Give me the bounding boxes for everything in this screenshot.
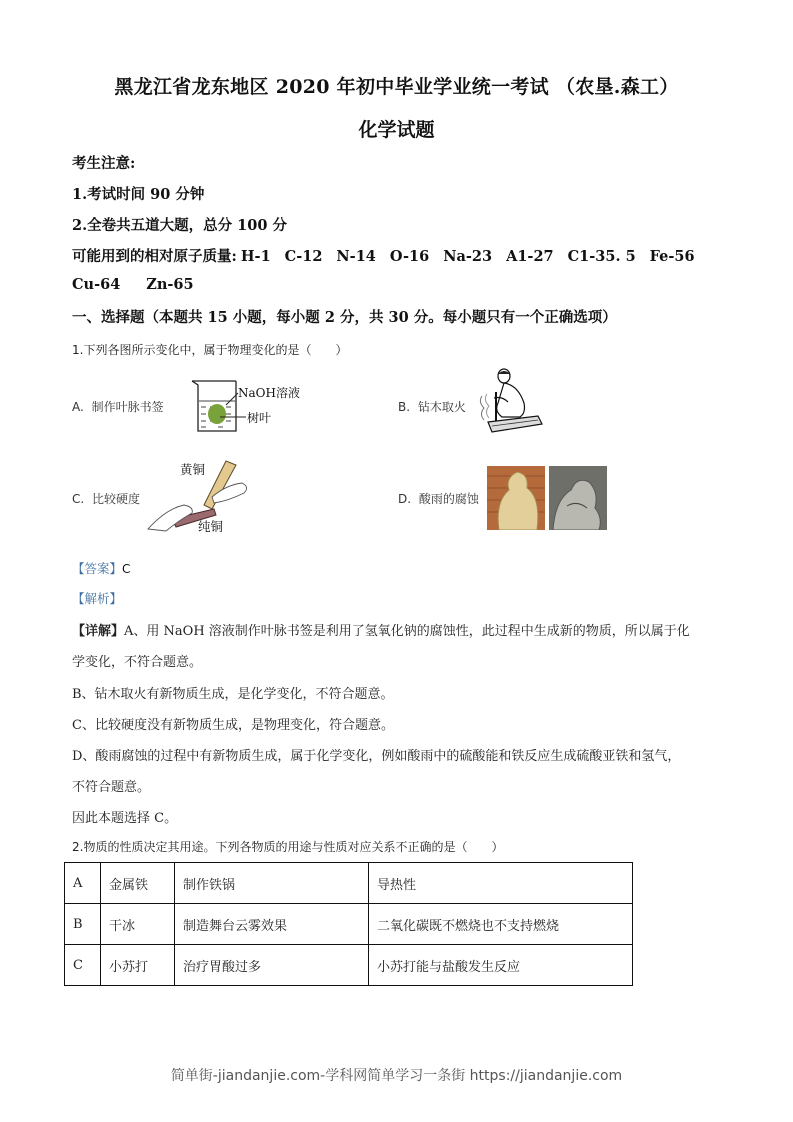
row-use: 制作铁锅 — [175, 863, 369, 904]
option-a — [72, 398, 164, 415]
answer-value: C — [122, 562, 131, 576]
notice-heading: 考生注意: — [72, 155, 136, 172]
svg-text:黄铜: 黄铜 — [180, 462, 206, 477]
row-substance: 金属铁 — [101, 863, 175, 904]
atomic-mass-cu: Cu-64 — [72, 276, 121, 293]
row-use: 制造舞台云雾效果 — [175, 904, 369, 945]
row-property: 二氧化碳既不燃烧也不支持燃烧 — [369, 904, 633, 945]
atomic-mass-zn: Zn-65 — [146, 276, 194, 293]
detail-line-5: D、酸雨腐蚀的过程中有新物质生成，属于化学变化，例如酸雨中的硫酸能和铁反应生成硫酸亚铁和氢气， — [72, 749, 681, 764]
detail-text-1: A、用 NaOH 溶液制作叶脉书签是利用了氢氧化钠的腐蚀性，此过程中生成新的物质，所以属于化 — [124, 624, 690, 639]
row-property: 小苏打能与盐酸发生反应 — [369, 945, 633, 986]
option-a-text: 制作叶脉书签 — [91, 400, 164, 414]
row-substance: 小苏打 — [101, 945, 175, 986]
option-d-text: 酸雨的腐蚀 — [418, 492, 479, 506]
atomic-mass-line-2 — [72, 276, 208, 293]
table-row — [65, 904, 633, 945]
detail-line-2: 学变化，不符合题意。 — [72, 655, 203, 670]
row-property: 导热性 — [369, 863, 633, 904]
atomic-mass-label: 可能用到的相对原子质量: — [72, 248, 237, 265]
hardness-figure — [146, 457, 252, 537]
atomic-mass-h: H-1 — [240, 248, 271, 265]
svg-text:NaOH溶液: NaOH溶液 — [238, 386, 300, 400]
beaker-figure — [190, 377, 310, 433]
atomic-mass-n: N-14 — [336, 248, 376, 265]
atomic-mass-c: C-12 — [284, 248, 323, 265]
atomic-mass-line — [72, 245, 709, 266]
row-letter: C — [65, 945, 101, 986]
row-use: 治疗胃酸过多 — [175, 945, 369, 986]
detail-line-6: 不符合题意。 — [72, 780, 151, 795]
analysis-label: 【解析】 — [72, 591, 123, 606]
question-1-stem: 1.下列各图所示变化中，属于物理变化的是（ ） — [72, 343, 348, 357]
option-c — [72, 490, 140, 507]
option-d — [398, 490, 479, 507]
scratching-metals-icon — [146, 457, 252, 537]
option-b-text: 钻木取火 — [417, 400, 466, 414]
svg-text:树叶: 树叶 — [247, 411, 272, 425]
atomic-mass-al: A1-27 — [506, 248, 554, 265]
option-b — [398, 398, 466, 415]
table-row — [65, 945, 633, 986]
detail-line-4: C、比较硬度没有新物质生成，是物理变化，符合题意。 — [72, 718, 394, 733]
option-d-letter: D. — [398, 492, 412, 506]
corroded-statues-icon — [487, 466, 607, 530]
answer-line — [72, 558, 130, 577]
answer-label: 【答案】 — [72, 561, 123, 576]
option-a-letter: A. — [72, 400, 84, 414]
acid-rain-figure — [487, 466, 607, 530]
row-letter: B — [65, 904, 101, 945]
detail-label: 【详解】 — [72, 624, 125, 639]
drilling-fire-figure — [474, 366, 546, 436]
detail-line-7: 因此本题选择 C。 — [72, 811, 178, 826]
table-row — [65, 863, 633, 904]
row-letter: A — [65, 863, 101, 904]
atomic-mass-o: O-16 — [389, 248, 430, 265]
svg-text:纯铜: 纯铜 — [198, 519, 224, 534]
question-2-table — [64, 862, 633, 986]
row-substance: 干冰 — [101, 904, 175, 945]
option-c-letter: C. — [72, 492, 85, 506]
beaker-icon — [190, 377, 310, 433]
option-c-text: 比较硬度 — [92, 492, 141, 506]
question-2-stem: 2.物质的性质决定其用途。下列各物质的用途与性质对应关系不正确的是（ ） — [72, 840, 504, 854]
option-b-letter: B. — [398, 400, 411, 414]
atomic-mass-fe: Fe-56 — [649, 248, 695, 265]
section-heading: 一、选择题（本题共 15 小题，每小题 2 分，共 30 分。每小题只有一个正确选项） — [72, 309, 617, 326]
footer-watermark: 简单街-jiandanjie.com-学科网简单学习一条街 https://jiandanjie.com — [170, 1068, 623, 1084]
atomic-mass-cl: C1-35. 5 — [567, 248, 636, 265]
notice-item-1: 1.考试时间 90 分钟 — [72, 186, 205, 203]
document-subtitle: 化学试题 — [358, 119, 435, 141]
detail-line-3: B、钻木取火有新物质生成，是化学变化，不符合题意。 — [72, 687, 394, 702]
man-drilling-wood-icon — [474, 366, 546, 436]
document-title: 黑龙江省龙东地区 2020 年初中毕业学业统一考试 （农垦.森工） — [114, 76, 679, 98]
atomic-mass-na: Na-23 — [443, 248, 493, 265]
detail-line-1 — [72, 620, 690, 639]
notice-item-2: 2.全卷共五道大题，总分 100 分 — [72, 217, 287, 234]
